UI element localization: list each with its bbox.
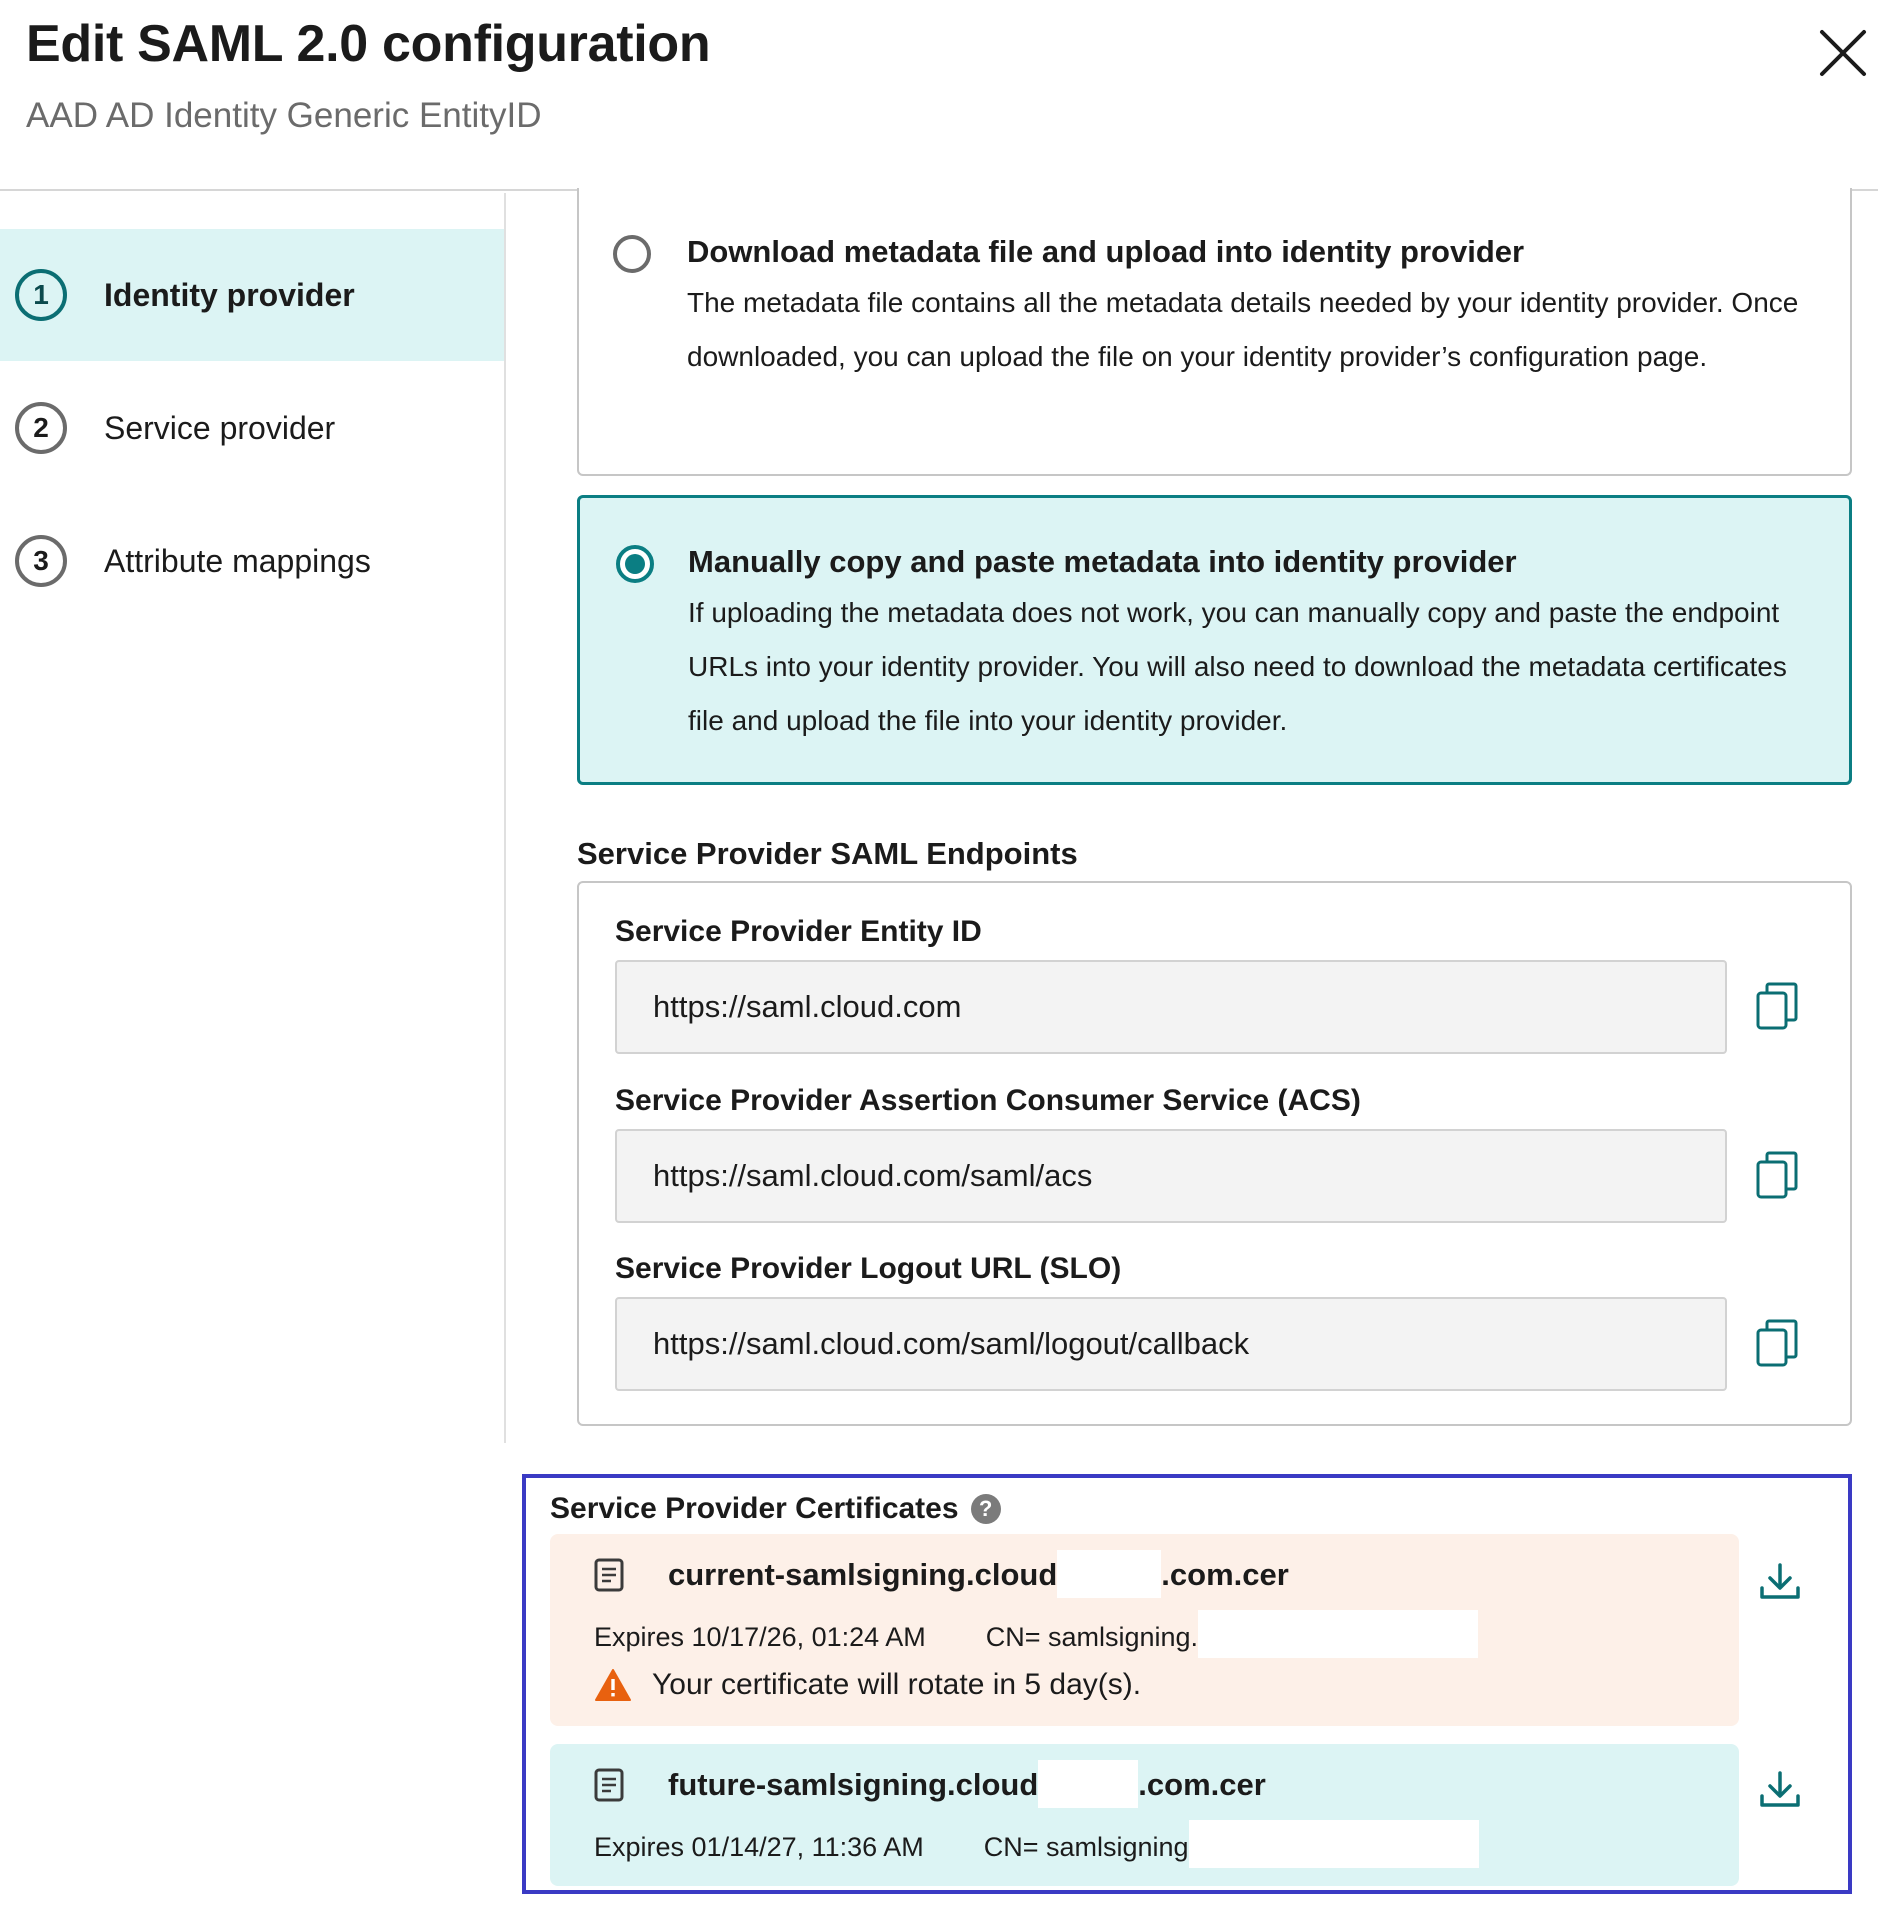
document-icon [594, 1558, 624, 1592]
download-metadata-radio[interactable] [613, 235, 651, 273]
copy-entity-id-icon[interactable] [1755, 981, 1799, 1031]
future-certificate-name-prefix: future-samlsigning.cloud [668, 1767, 1039, 1803]
page-title: Edit SAML 2.0 configuration [26, 15, 711, 73]
current-certificate-name [668, 1556, 1289, 1598]
step-number-2: 2 [15, 402, 67, 454]
dialog-header [0, 0, 1878, 191]
download-current-certificate-icon[interactable] [1758, 1562, 1802, 1602]
download-future-certificate-icon[interactable] [1758, 1770, 1802, 1810]
download-metadata-title: Download metadata file and upload into identity provider [687, 234, 1525, 269]
document-icon [594, 1768, 624, 1802]
future-certificate-cn: CN= samlsigning [983, 1831, 1189, 1862]
close-icon[interactable] [1818, 28, 1868, 78]
redacted-block [1198, 1610, 1478, 1658]
certificates-panel [522, 1474, 1852, 1894]
current-certificate-expires: Expires 10/17/26, 01:24 AM [594, 1621, 926, 1652]
future-certificate-name [668, 1766, 1266, 1808]
current-certificate-cn: CN= samlsigning. [985, 1621, 1199, 1652]
redacted-block [1057, 1550, 1161, 1598]
wizard-steps [0, 193, 506, 1443]
slo-field[interactable]: https://saml.cloud.com/saml/logout/callback [615, 1297, 1727, 1391]
step-number-3: 3 [15, 535, 67, 587]
certificates-title [550, 1492, 1001, 1526]
current-certificate-meta [594, 1616, 1478, 1658]
redacted-block [1189, 1820, 1479, 1868]
manual-metadata-title: Manually copy and paste metadata into identity provider [688, 544, 1517, 579]
step-attribute-mappings[interactable] [0, 495, 504, 627]
copy-slo-icon[interactable] [1755, 1318, 1799, 1368]
manual-metadata-description: If uploading the metadata does not work, you can manually copy and paste the endpoint URLs into your identity provider. You will also need to download the metadata certificates file and upload the file into your identity provider. [688, 597, 1787, 736]
step-identity-provider[interactable] [0, 229, 504, 361]
slo-label: Service Provider Logout URL (SLO) [615, 1252, 1122, 1285]
copy-acs-icon[interactable] [1755, 1150, 1799, 1200]
step-label-service-provider: Service provider [104, 409, 336, 446]
rotation-warning [594, 1668, 1141, 1702]
acs-field[interactable]: https://saml.cloud.com/saml/acs [615, 1129, 1727, 1223]
entity-id-label: Service Provider Entity ID [615, 915, 982, 948]
download-metadata-option[interactable] [577, 188, 1852, 476]
endpoints-panel [577, 881, 1852, 1426]
current-certificate-name-prefix: current-samlsigning.cloud [668, 1557, 1058, 1593]
step-label-identity-provider: Identity provider [104, 276, 355, 313]
entity-id-field[interactable]: https://saml.cloud.com [615, 960, 1727, 1054]
step-label-attribute-mappings: Attribute mappings [104, 542, 371, 579]
future-certificate-meta [594, 1826, 1479, 1868]
current-certificate-card [550, 1534, 1739, 1726]
manual-metadata-radio[interactable] [616, 545, 654, 583]
page-subtitle: AAD AD Identity Generic EntityID [26, 96, 542, 135]
step-number-1: 1 [15, 269, 67, 321]
future-certificate-card [550, 1744, 1739, 1886]
radio-selected-dot [625, 554, 645, 574]
future-certificate-name-suffix: .com.cer [1138, 1767, 1266, 1803]
endpoints-section-title: Service Provider SAML Endpoints [577, 836, 1078, 871]
rotation-warning-text: Your certificate will rotate in 5 day(s). [652, 1668, 1142, 1701]
help-icon[interactable]: ? [971, 1494, 1001, 1524]
warning-icon [594, 1668, 632, 1702]
step-service-provider[interactable] [0, 362, 504, 494]
current-certificate-name-suffix: .com.cer [1161, 1557, 1289, 1593]
manual-metadata-option[interactable] [577, 495, 1852, 785]
acs-label: Service Provider Assertion Consumer Service (ACS) [615, 1084, 1361, 1117]
certificates-title-text: Service Provider Certificates [550, 1492, 959, 1525]
redacted-block [1038, 1760, 1138, 1808]
future-certificate-expires: Expires 01/14/27, 11:36 AM [594, 1831, 924, 1862]
download-metadata-description: The metadata file contains all the metadata details needed by your identity provider. Once downloaded, you can upload the file on your identity provider’s configuration page. [687, 287, 1799, 372]
